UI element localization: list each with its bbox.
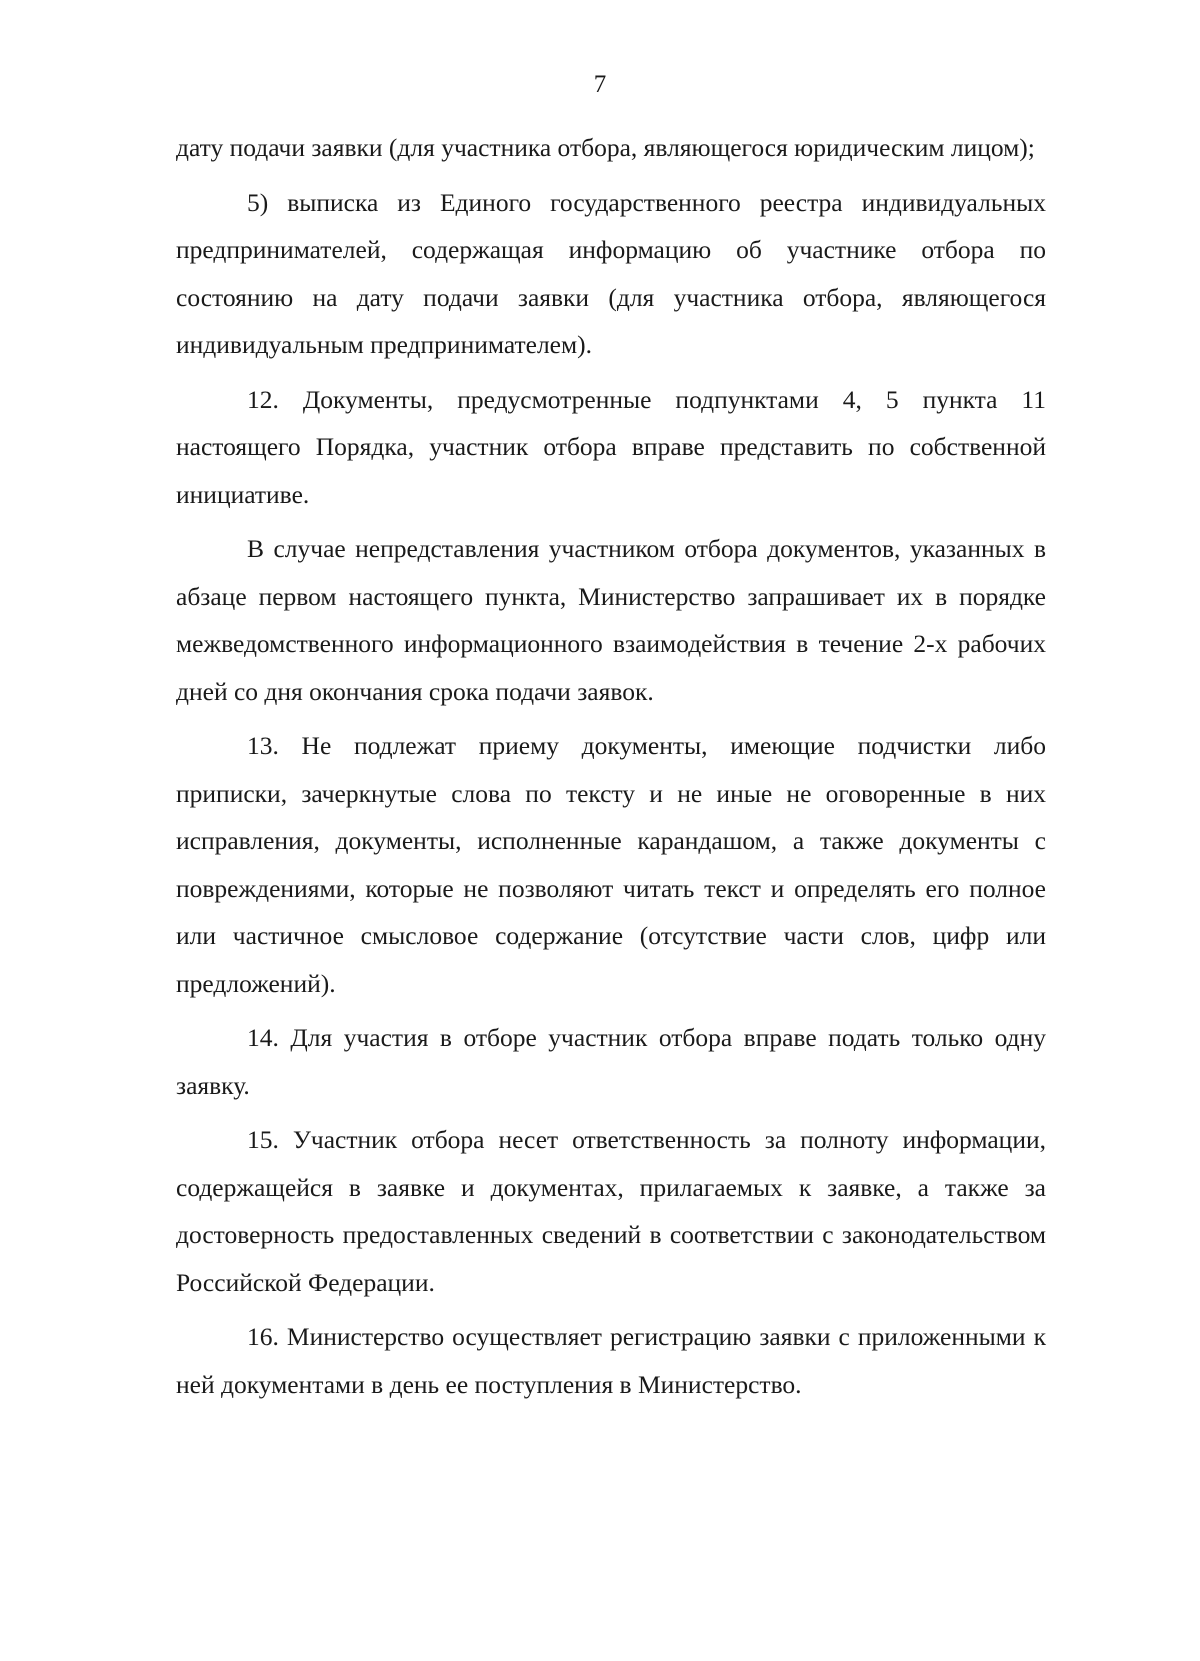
paragraph-item-5: 5) выписка из Единого государственного реестра индивидуальных предпринимателей, содержащая информацию об участнике отбора по состоянию на дату подачи заявки (для участника отбора, являющегося индивидуальным предпринимателем). (176, 187, 1046, 359)
paragraph-clause-15: 15. Участник отбора несет ответственность за полноту информации, содержащейся в заявке и документах, прилагаемых к заявке, а также за достоверность предоставленных сведений в соответствии с законодательством Российской Федерации. (176, 1125, 1046, 1297)
page-number: 7 (593, 71, 607, 98)
document-body (176, 124, 1046, 1408)
paragraph-continuation: дату подачи заявки (для участника отбора, являющегося юридическим лицом); (176, 133, 1035, 162)
paragraph-clause-12-second: В случае непредставления участником отбора документов, указанных в абзаце первом настоящего пункта, Министерство запрашивает их в порядке межведомственного информационного взаимодействия в течение 2-х рабочих дней со дня окончания срока подачи заявок. (176, 534, 1046, 706)
paragraph-clause-16: 16. Министерство осуществляет регистрацию заявки с приложенными к ней документами в день ее поступления в Министерство. (176, 1322, 1046, 1399)
paragraph-clause-12: 12. Документы, предусмотренные подпунктами 4, 5 пункта 11 настоящего Порядка, участник отбора вправе представить по собственной инициативе. (176, 384, 1046, 509)
paragraph-clause-14: 14. Для участия в отборе участник отбора вправе подать только одну заявку. (176, 1023, 1046, 1100)
paragraph-clause-13: 13. Не подлежат приему документы, имеющие подчистки либо приписки, зачеркнутые слова по тексту и не иные не оговоренные в них исправления, документы, исполненные карандашом, а также документы с повреждениями, которые не позволяют читать текст и определять его полное или частичное смысловое содержание (отсутствие части слов, цифр или предложений). (176, 731, 1046, 998)
